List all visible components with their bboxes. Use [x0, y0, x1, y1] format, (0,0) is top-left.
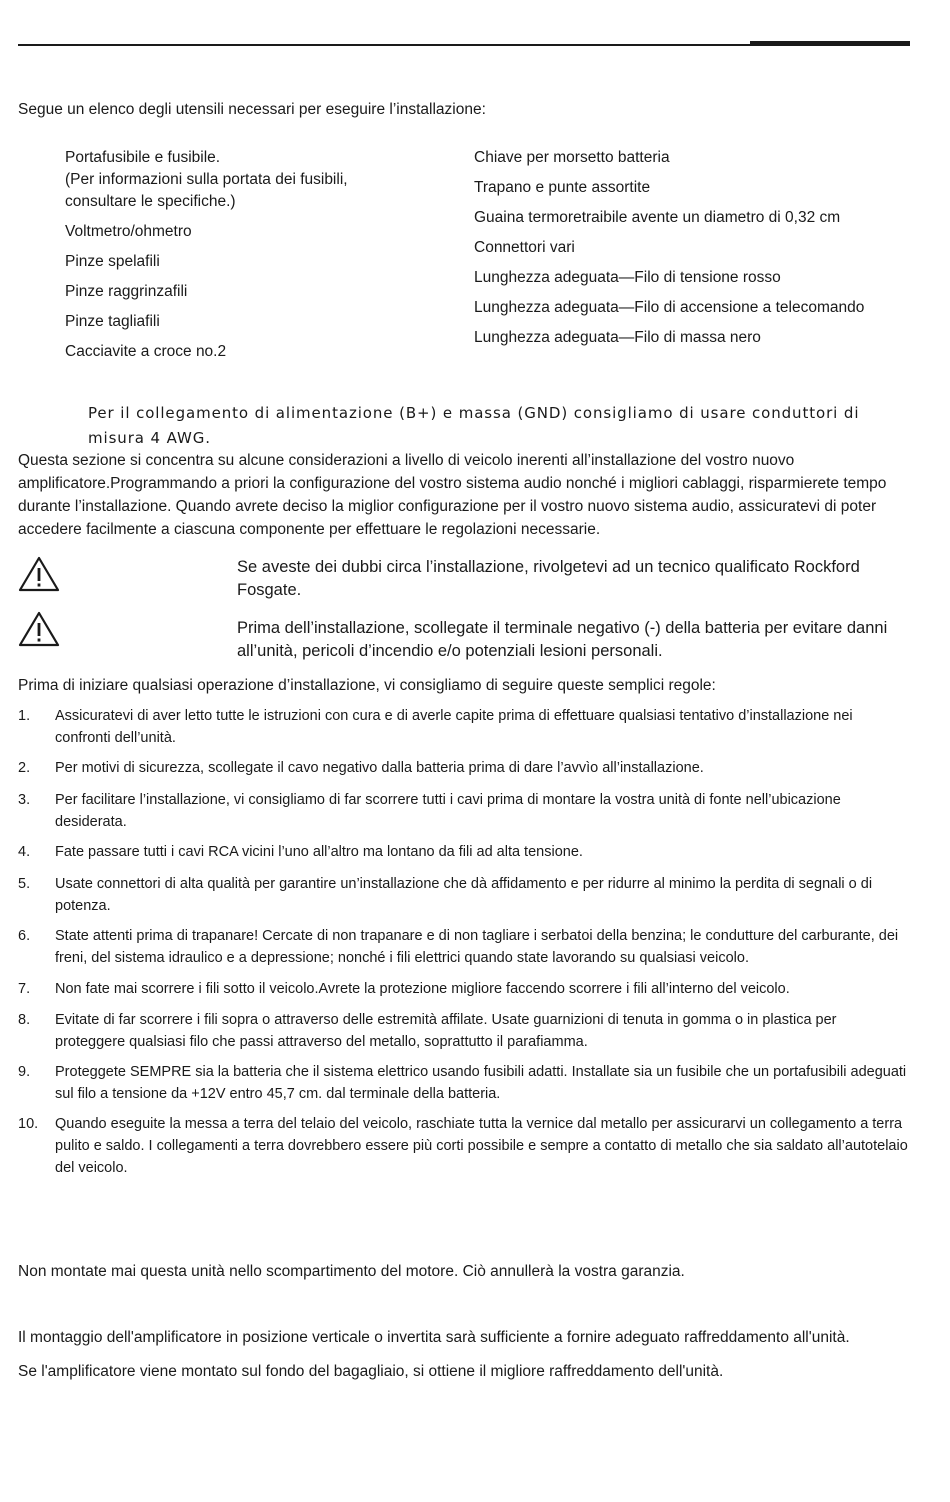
- rule-text: Proteggete SEMPRE sia la batteria che il sistema elettrico usando fusibili adatti. Installate sia un fusibile che un portafusibili adeguati sul filo a tensione da +12V entro 45,7 cm. dal terminale della batteria.: [55, 1064, 907, 1102]
- warning-text: Prima dell’installazione, scollegate il terminale negativo (-) della batteria per evitare danni all’unità, pericoli d’incendio e/o potenziali lesioni personali.: [237, 619, 888, 660]
- rule-text: State attenti prima di trapanare! Cercate di non trapanare e di non tagliare i serbatoi della benzina; le condutture del carburante, dei freni, del sistema idraulico e a depressione; nonché i fili elettrici quando state lavorando su qualsiasi veicolo.: [55, 928, 899, 966]
- tool-item: Portafusibile e fusibile. (Per informazioni sulla portata dei fusibili, consultare le specifiche.): [65, 149, 348, 210]
- rule-number: 7.: [18, 981, 31, 997]
- tool-item: Cacciavite a croce no.2: [65, 343, 227, 360]
- rule-item: [18, 1009, 908, 1053]
- engine-compartment-note: Non montate mai questa unità nello scompartimento del motore. Ciò annullerà la vostra garanzia.: [18, 1263, 685, 1280]
- rule-text: Per motivi di sicurezza, scollegate il cavo negativo dalla batteria prima di dare l’avvìo all’installazione.: [55, 760, 704, 776]
- wire-gauge-note: Per il collegamento di alimentazione (B+) e massa (GND) consigliamo di usare conduttori di misura 4 AWG.: [88, 404, 860, 447]
- tool-item: Lunghezza adeguata—Filo di accensione a telecomando: [474, 299, 865, 316]
- rule-item: [18, 705, 908, 749]
- rule-number: 2.: [18, 760, 31, 776]
- rule-item: [18, 873, 908, 917]
- tool-item: Pinze tagliafili: [65, 313, 160, 330]
- warning-triangle-icon: [18, 611, 60, 647]
- warning-triangle-icon: [18, 556, 60, 592]
- rule-number: 1.: [18, 708, 31, 724]
- tool-item: Voltmetro/ohmetro: [65, 223, 192, 240]
- rule-number: 3.: [18, 792, 31, 808]
- rule-item: [18, 1113, 908, 1179]
- section-intro: Questa sezione si concentra su alcune considerazioni a livello di veicolo inerenti all’installazione del vostro nuovo amplificatore.Programmando a priori la configurazione del vostro sistema audio nonché i migliori cablaggi, risparmierete tempo durante l’installazione. Quando avrete deciso la miglior configurazione per il vostro nuovo sistema audio, assicuratevi di poter accedere facilmente a ciascuna componente per effettuare le regolazioni necessarie.: [18, 452, 887, 538]
- rule-text: Quando eseguite la messa a terra del telaio del veicolo, raschiate tutta la vernice dal metallo per assicurarvi un collegamento a terra pulito e saldo. I collegamenti a terra dovrebbero essere più corti possibile e sempre a contatto di metallo che sia saldato all’autotelaio del veicolo.: [55, 1116, 908, 1176]
- rule-text: Fate passare tutti i cavi RCA vicini l’uno all’altro ma lontano da fili ad alta tensione.: [55, 844, 583, 860]
- rule-number: 9.: [18, 1064, 31, 1080]
- rule-text: Usate connettori di alta qualità per garantire un’installazione che dà affidamento e per ridurre al minimo la perdita di segnali o di potenza.: [55, 876, 873, 914]
- tools-list-left: [65, 147, 445, 371]
- rule-number: 5.: [18, 876, 31, 892]
- tool-item: Pinze spelafili: [65, 253, 160, 270]
- rules-intro: Prima di iniziare qualsiasi operazione d’installazione, vi consigliamo di seguire queste semplici regole:: [18, 677, 716, 694]
- warning-text: Se aveste dei dubbi circa l’installazione, rivolgetevi ad un tecnico qualificato Rockford Fosgate.: [237, 558, 860, 599]
- rule-text: Per facilitare l’installazione, vi consigliamo di far scorrere tutti i cavi prima di montare la vostra unità di fonte nell’ubicazione desiderata.: [55, 792, 841, 830]
- tool-item: Trapano e punte assortite: [474, 179, 651, 196]
- rule-item: [18, 978, 908, 1000]
- tool-item: Lunghezza adeguata—Filo di tensione rosso: [474, 269, 781, 286]
- rule-item: [18, 1061, 908, 1105]
- rule-item: [18, 789, 908, 833]
- rule-item: [18, 757, 908, 779]
- rule-number: 8.: [18, 1012, 31, 1028]
- tool-item: Connettori vari: [474, 239, 575, 256]
- rule-number: 6.: [18, 928, 31, 944]
- rule-text: Evitate di far scorrere i fili sopra o attraverso delle estremità affilate. Usate guarnizioni di tenuta in gomma o in plastica per proteggere qualsiasi filo che passi attraverso del metallo, soprattutto il parafiamma.: [55, 1012, 837, 1050]
- rule-text: Non fate mai scorrere i fili sotto il veicolo.Avrete la protezione migliore faccendo scorrere i fili all’interno del veicolo.: [55, 981, 790, 997]
- mounting-note-vertical: Il montaggio dell'amplificatore in posizione verticale o invertita sarà sufficiente a fornire adeguato raffreddamento all'unità.: [18, 1329, 850, 1346]
- header-tab-bar: [750, 41, 910, 45]
- rule-item: [18, 841, 908, 863]
- tool-item: Lunghezza adeguata—Filo di massa nero: [474, 329, 761, 346]
- tools-intro: Segue un elenco degli utensili necessari per eseguire l’installazione:: [18, 101, 486, 118]
- rule-text: Assicuratevi di aver letto tutte le istruzioni con cura e di averle capite prima di effettuare qualsiasi tentativo d’installazione nei confronti dell’unità.: [55, 708, 853, 746]
- tool-item: Chiave per morsetto batteria: [474, 149, 670, 166]
- rule-item: [18, 925, 908, 969]
- tool-item: Guaina termoretraibile avente un diametro di 0,32 cm: [474, 209, 841, 226]
- rules-list: [18, 705, 908, 1179]
- rule-number: 4.: [18, 844, 31, 860]
- tools-list-right: [474, 147, 914, 357]
- rule-number: 10.: [18, 1116, 39, 1132]
- mounting-note-trunk: Se l'amplificatore viene montato sul fondo del bagagliaio, si ottiene il migliore raffreddamento dell'unità.: [18, 1363, 724, 1380]
- tool-item: Pinze raggrinzafili: [65, 283, 188, 300]
